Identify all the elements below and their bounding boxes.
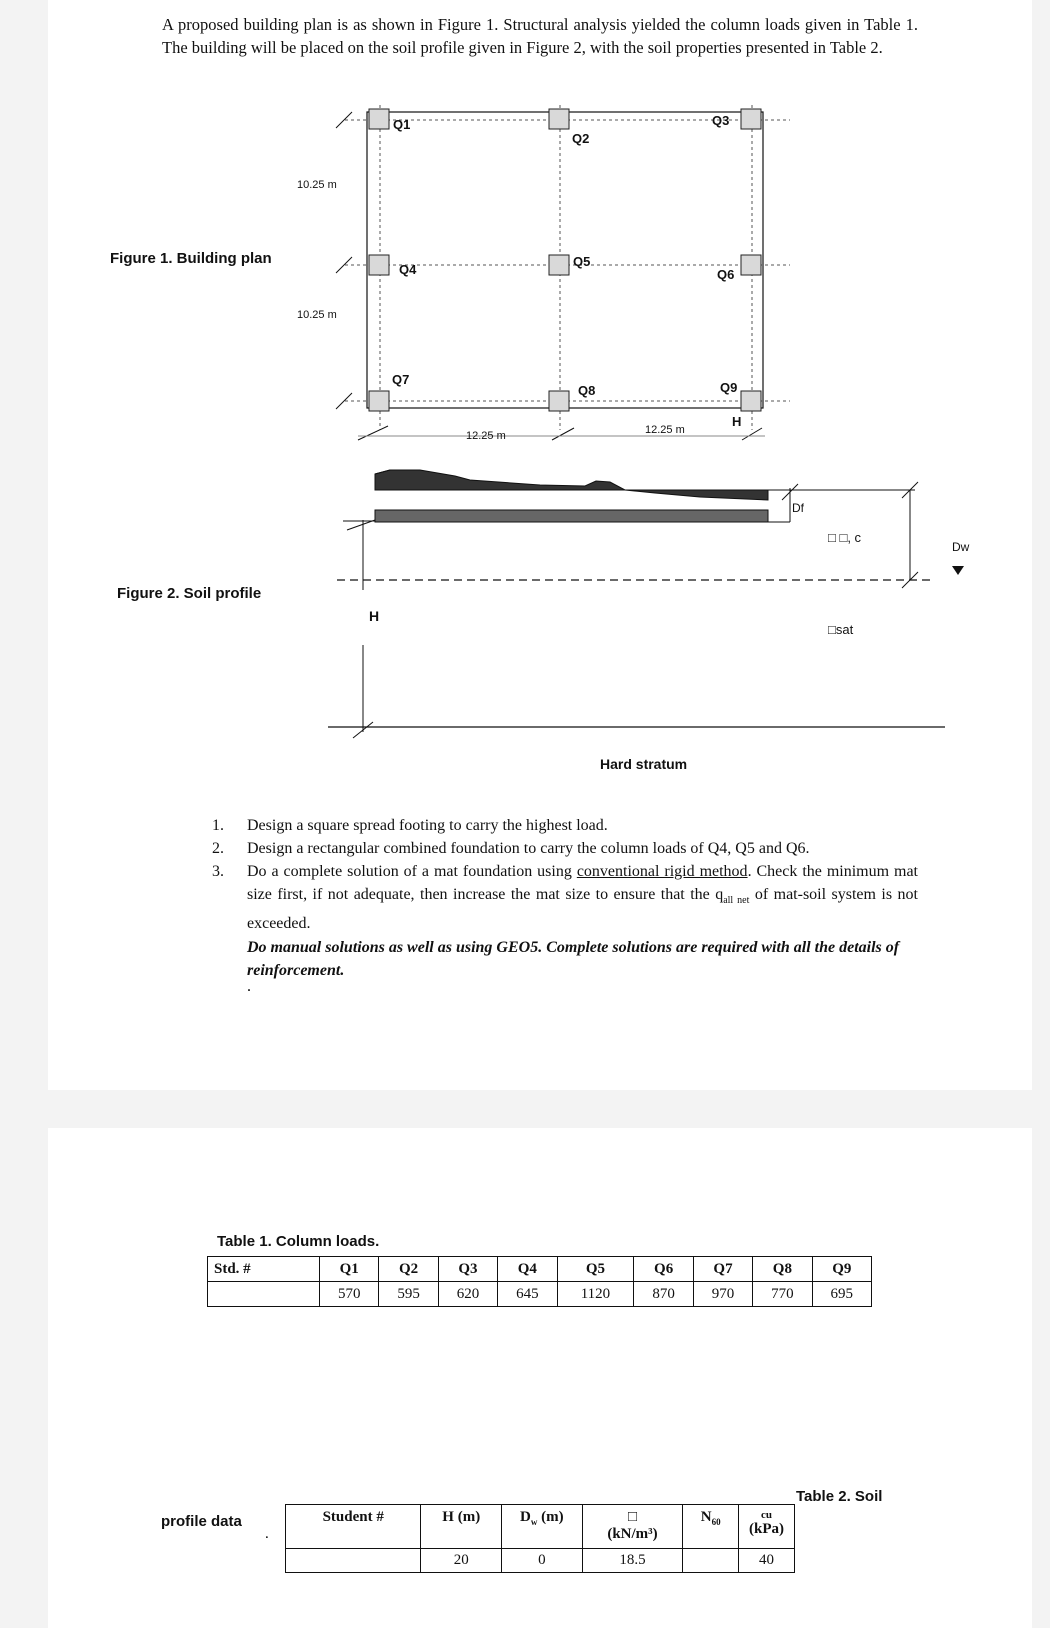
table1-header-q7: Q7 [693,1257,752,1282]
table2-value-h: 20 [421,1549,502,1573]
plan-h-label: H [732,414,742,429]
table2-caption-left: profile data [161,1513,242,1530]
table1-header-q1: Q1 [320,1257,379,1282]
task-1: 1. Design a square spread footing to carry the highest load. [212,817,608,834]
instructions-note: Do manual solutions as well as using GEO5. Complete solutions are required with all the details of reinforcement. [247,939,900,980]
dim-horizontal-1: 12.25 m [466,430,506,442]
hard-stratum-label: Hard stratum [600,756,688,772]
task-2: 2. Design a rectangular combined foundation to carry the column loads of Q4, Q5 and Q6. [212,840,810,857]
label-q9: Q9 [720,380,738,395]
building-plan [297,105,790,442]
table1-header-q8: Q8 [753,1257,812,1282]
table1-value-q2: 595 [379,1282,438,1307]
table2-value-dw: 0 [502,1549,583,1573]
dw-label: Dw [952,540,970,554]
stray-dot: . [247,978,251,995]
task-3: 3. Do a complete solution of a mat foundation using conventional rigid method. Check the minimum mat size first, if not adequate, then increase the mat size to ensure that the $q_{all net}$ of mat-soil system is not exceeded. [212,863,919,933]
table2-soil-profile [285,1504,795,1573]
table2-dot: . [265,1526,269,1542]
label-q6: Q6 [717,267,735,282]
label-q3: Q3 [712,113,730,128]
table2-caption-right: Table 2. Soil [796,1488,883,1505]
table1-header-q3: Q3 [438,1257,497,1282]
table1-header-q6: Q6 [634,1257,693,1282]
soil-profile [328,470,970,772]
table2-value-cu: 40 [739,1549,795,1573]
table1-column-loads [207,1256,872,1307]
table2-value-n60 [683,1549,739,1573]
table1-value-q8: 770 [753,1282,812,1307]
profile-h-label: H [369,608,380,624]
column-q2 [549,109,569,129]
label-q4: Q4 [399,262,417,277]
table1-value-q1: 570 [320,1282,379,1307]
column-q9 [741,391,761,411]
column-q6 [741,255,761,275]
table1-caption: Table 1. Column loads. [217,1233,380,1250]
table2-header-gamma: □ (kN/m³) [582,1505,683,1549]
table1-std-value [208,1282,320,1307]
column-q1 [369,109,389,129]
soil-props-label: □ □, c [828,530,862,545]
dim-vertical-1: 10.25 m [297,179,337,191]
gamma-sat-label: □sat [828,622,854,637]
dim-horizontal-2: 12.25 m [645,424,685,436]
table2-header-n60: $N_{60}$ [683,1505,739,1549]
table1-value-q4: 645 [498,1282,557,1307]
figure1-caption: Figure 1. Building plan [110,250,272,267]
table2-value-student [286,1549,421,1573]
table2-value-gamma: 18.5 [582,1549,683,1573]
label-q2: Q2 [572,131,590,146]
column-q5 [549,255,569,275]
figures-svg [0,0,1050,800]
table1-header-q5: Q5 [557,1257,634,1282]
column-q7 [369,391,389,411]
table2-header-cu: cu (kPa) [739,1505,795,1549]
table1-std-header: Std. # [208,1257,320,1282]
table2-header-h: H (m) [421,1505,502,1549]
column-q4 [369,255,389,275]
table1-header-q9: Q9 [812,1257,871,1282]
table1-value-q9: 695 [812,1282,871,1307]
dim-vertical-2: 10.25 m [297,309,337,321]
df-label: Df [792,501,804,515]
column-q3 [741,109,761,129]
label-q1: Q1 [393,117,411,132]
footing [375,510,768,522]
table2-header-dw: $D_w$ (m) [502,1505,583,1549]
conventional-rigid-method-link: conventional rigid method [576,863,748,880]
column-q8 [549,391,569,411]
ground-surface [375,470,768,500]
table1-header-q2: Q2 [379,1257,438,1282]
table1-value-q5: 1120 [557,1282,634,1307]
table1-value-q7: 970 [693,1282,752,1307]
label-q5: Q5 [573,254,591,269]
dw-arrow-icon [952,566,964,575]
table2-header-student: Student # [286,1505,421,1549]
table1-value-q3: 620 [438,1282,497,1307]
task-list [212,814,918,982]
table1-header-q4: Q4 [498,1257,557,1282]
label-q7: Q7 [392,372,410,387]
table1-value-q6: 870 [634,1282,693,1307]
intro-paragraph: A proposed building plan is as shown in Figure 1. Structural analysis yielded the column loads given in Table 1. The building will be placed on the soil profile given in Figure 2, with the soil properties presented in Table 2. [162,15,918,57]
label-q8: Q8 [578,383,596,398]
figure2-caption: Figure 2. Soil profile [117,585,262,602]
